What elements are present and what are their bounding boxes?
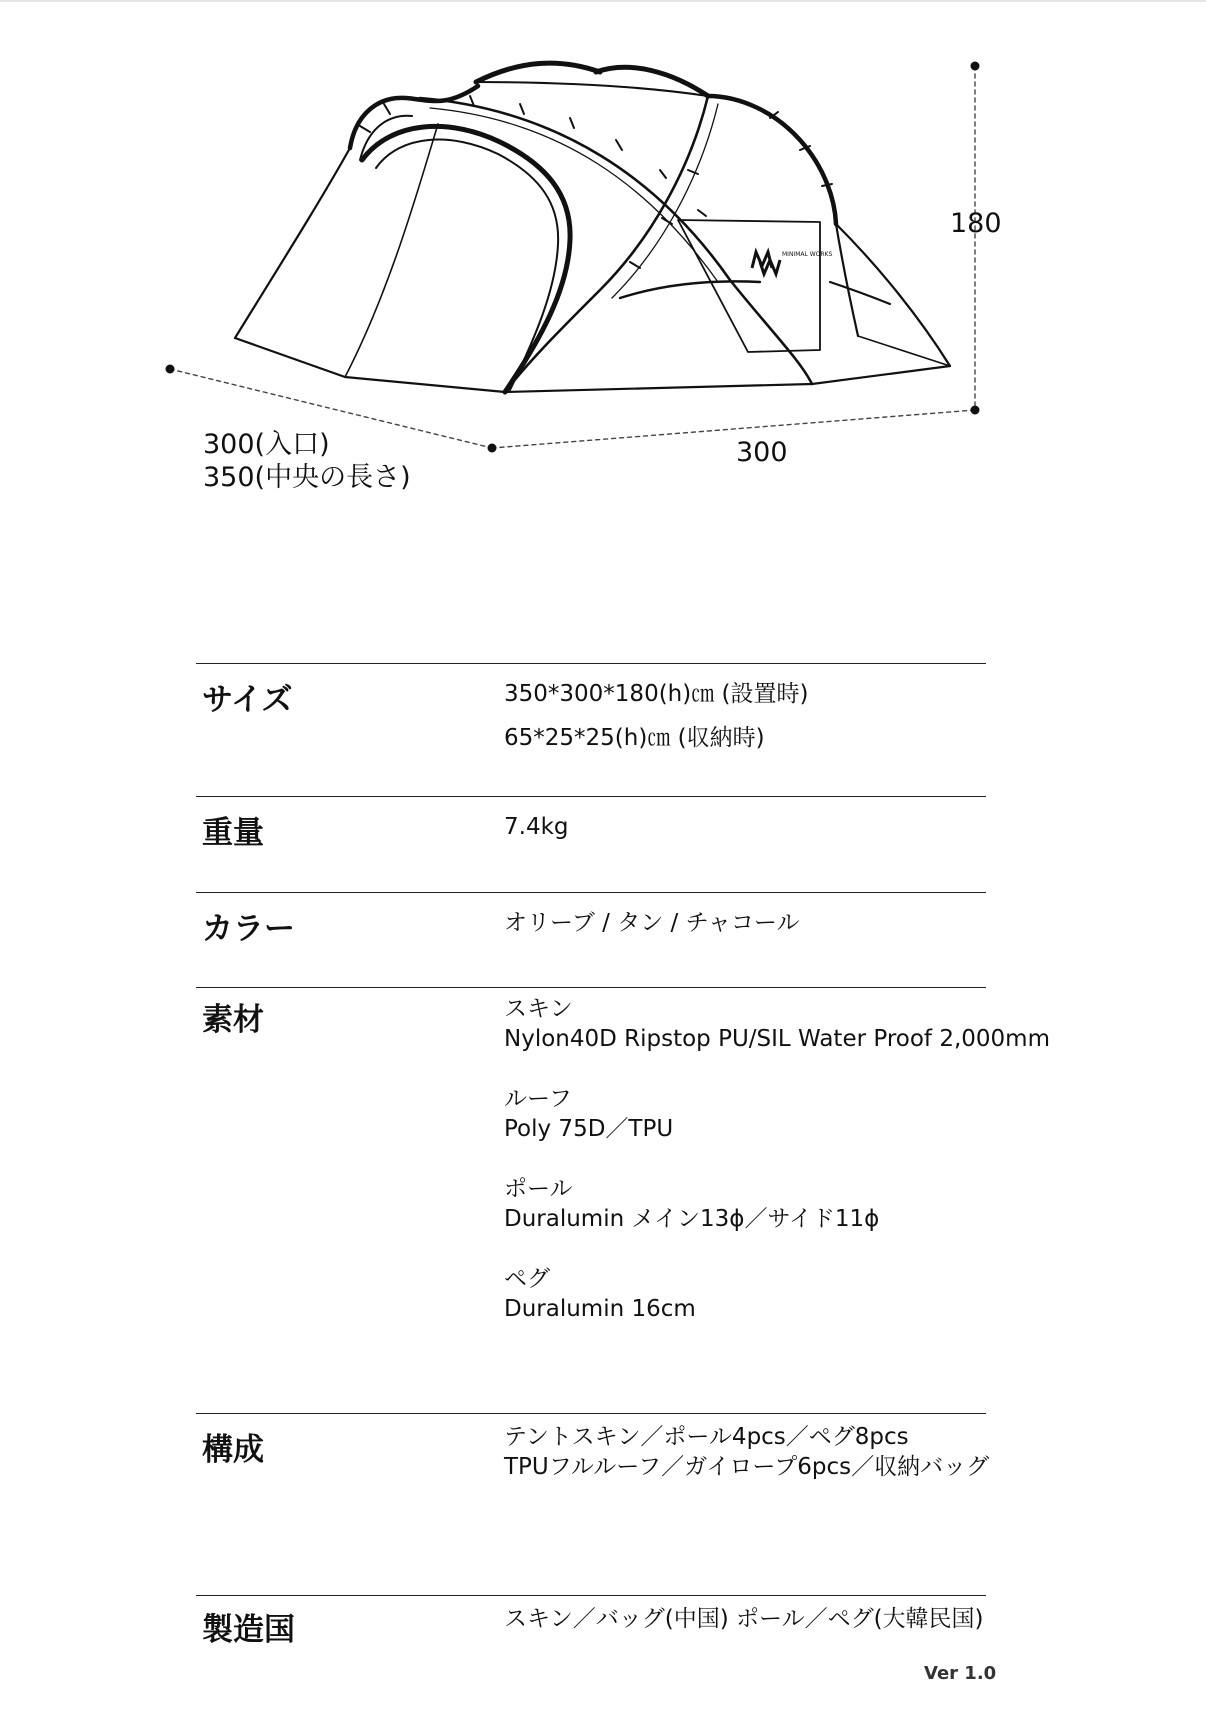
- vestibule-left-edge: [235, 148, 350, 338]
- size-assembled: 350*300*180(h)㎝ (設置時): [504, 681, 809, 707]
- material-roof-value: Poly 75D／TPU: [504, 1116, 674, 1142]
- spec-row-material: [196, 987, 1050, 1414]
- spec-values-material: [504, 994, 1050, 1354]
- corner-right-dot: [971, 406, 980, 415]
- right-hoop-side: [836, 224, 858, 336]
- spec-row-size: [196, 663, 986, 797]
- corner-left-dot: [166, 365, 175, 374]
- spec-values-weight: [504, 805, 569, 849]
- main-pole-cross-2-inner: [612, 104, 718, 298]
- spec-label-weight: 重量: [202, 815, 264, 851]
- spec-values-color: [504, 901, 799, 945]
- spec-row-components: [196, 1413, 990, 1596]
- roof-ridge-left: [476, 63, 600, 82]
- right-skirt-edge: [836, 224, 950, 366]
- material-pole: [504, 1174, 1050, 1234]
- components-line-2: TPUフルルーフ／ガイロープ6pcs／収納バッグ: [504, 1454, 990, 1480]
- pole-clips: [360, 96, 832, 268]
- material-skin-value: Nylon40D Ripstop PU/SIL Water Proof 2,000mm: [504, 1026, 1050, 1052]
- roof-front-edge: [476, 82, 708, 96]
- door-panel-seam: [345, 124, 438, 377]
- brand-logo-mark: [752, 252, 780, 274]
- spec-label-components: 構成: [202, 1432, 264, 1468]
- height-dimension-label: 180: [950, 208, 1002, 239]
- material-peg-name: ペグ: [504, 1266, 550, 1292]
- depth-center-label: 350(中央の長さ): [203, 462, 411, 493]
- color-value: オリーブ / タン / チャコール: [504, 910, 800, 936]
- material-peg: [504, 1264, 1050, 1324]
- corner-front-dot: [488, 444, 497, 453]
- spec-values-origin: [504, 1604, 984, 1634]
- material-pole-name: ポール: [504, 1176, 573, 1202]
- material-skin-name: スキン: [504, 996, 573, 1022]
- spec-values-components: [504, 1422, 989, 1482]
- material-roof: [504, 1084, 1050, 1144]
- material-peg-value: Duralumin 16cm: [504, 1296, 696, 1322]
- height-top-dot: [971, 62, 980, 71]
- size-packed: 65*25*25(h)㎝ (収納時): [504, 725, 765, 751]
- weight-value: 7.4kg: [504, 814, 569, 840]
- spec-values-size: [504, 672, 808, 760]
- roof-ridge-right: [596, 67, 708, 96]
- spec-label-material: 素材: [202, 1002, 264, 1038]
- tent-dimension-diagram: [0, 0, 1206, 520]
- spec-label-color: カラー: [202, 911, 295, 947]
- version-label: Ver 1.0: [924, 1663, 997, 1684]
- right-hoop-outer: [708, 96, 836, 224]
- brand-logo-text: MINIMAL WORKS: [782, 251, 833, 258]
- origin-value: スキン／バッグ(中国) ポール／ペグ(大韓民国): [504, 1606, 984, 1632]
- depth-entrance-label: 300(入口): [203, 429, 330, 460]
- depth-dimension-label: [203, 428, 411, 494]
- spec-label-size: サイズ: [202, 682, 293, 718]
- dimension-endpoints: [166, 62, 980, 453]
- material-roof-name: ルーフ: [504, 1086, 572, 1112]
- tent-base-outline: [235, 338, 950, 392]
- spec-row-color: [196, 892, 986, 988]
- rear-opening-line: [830, 282, 890, 304]
- spec-label-origin: 製造国: [202, 1612, 295, 1648]
- tent-illustration: [0, 0, 1206, 520]
- material-skin: [504, 994, 1050, 1054]
- material-pole-value: Duralumin メイン13ϕ／サイド11ϕ: [504, 1206, 880, 1232]
- width-dimension-label: 300: [736, 437, 788, 468]
- spec-row-weight: [196, 796, 986, 893]
- components-line-1: テントスキン／ポール4pcs／ペグ8pcs: [504, 1424, 909, 1450]
- right-skirt-base: [858, 336, 950, 366]
- spec-row-origin: [196, 1595, 986, 1656]
- width-dimension-line: [492, 410, 975, 448]
